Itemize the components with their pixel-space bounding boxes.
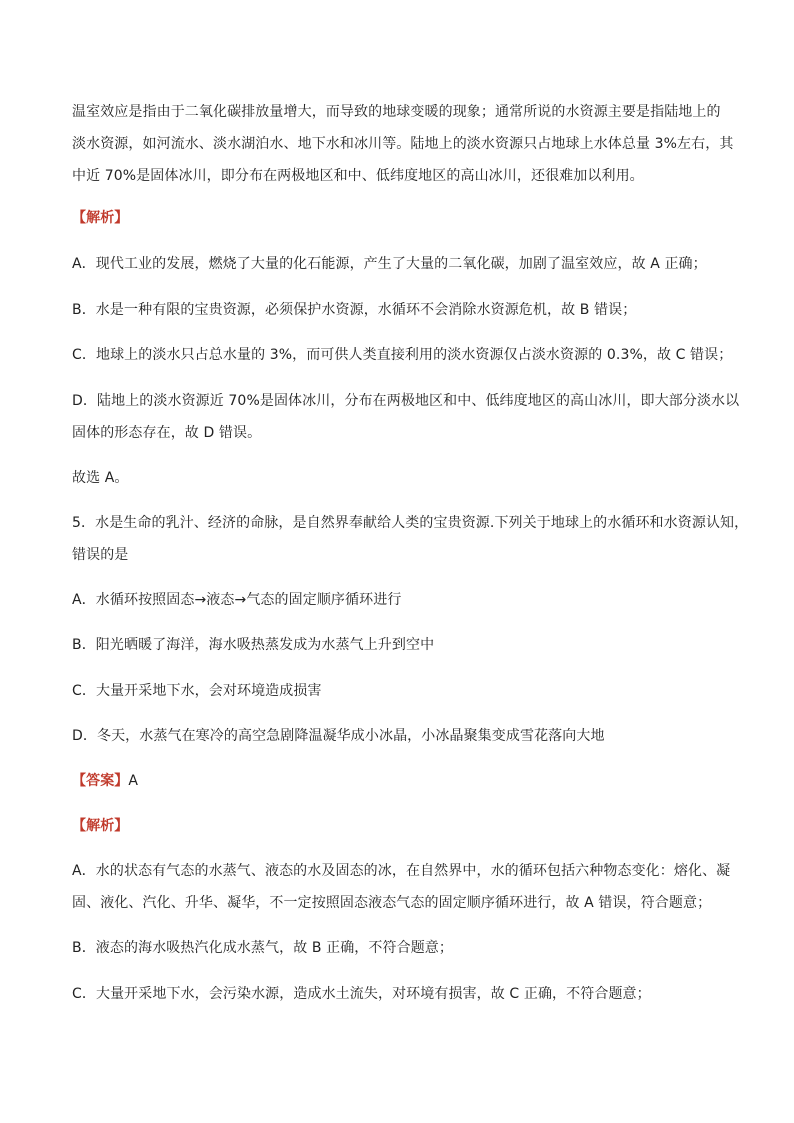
q5-option-b: B．阳光晒暖了海洋，海水吸热蒸发成为水蒸气上升到空中 [72, 637, 435, 653]
q5-analysis-tag: 【解析】 [72, 818, 129, 834]
q4-analysis-tag: 【解析】 [72, 210, 129, 226]
q5-option-d: D．冬天，水蒸气在寒冷的高空急剧降温凝华成小冰晶，小冰晶聚集变成雪花落向大地 [72, 728, 605, 744]
q5-answer-tag: 【答案】 [72, 773, 129, 789]
q4-analysis-d-line-1: D．陆地上的淡水资源近 70%是固体冰川，分布在两极地区和中、低纬度地区的高山冰川，即大部分淡水以 [72, 393, 740, 409]
q5-analysis-b: B．液态的海水吸热汽化成水蒸气，故 B 正确，不符合题意； [72, 940, 454, 956]
q5-analysis-c: C．大量开采地下水，会污染水源，造成水土流失，对环境有损害，故 C 正确，不符合题意； [72, 986, 651, 1002]
q5-option-c: C．大量开采地下水，会对环境造成损害 [72, 683, 322, 699]
intro-line-1: 温室效应是指由于二氧化碳排放量增大，而导致的地球变暖的现象；通常所说的水资源主要是指陆地上的 [72, 104, 721, 120]
q5-question-line-2: 错误的是 [72, 547, 129, 563]
q5-option-a: A．水循环按照固态→液态→气态的固定顺序循环进行 [72, 592, 402, 608]
q4-analysis-a: A．现代工业的发展，燃烧了大量的化石能源，产生了大量的二氧化碳，加剧了温室效应，故 A 正确； [72, 256, 707, 272]
intro-line-2: 淡水资源，如河流水、淡水湖泊水、地下水和冰川等。陆地上的淡水资源只占地球上水体总量 3%左右，其 [72, 136, 734, 152]
q5-analysis-a-line-2: 固、液化、汽化、升华、凝华，不一定按照固态液态气态的固定顺序循环进行，故 A 错误，符合题意； [72, 895, 712, 911]
q5-analysis-a-line-1: A．水的状态有气态的水蒸气、液态的水及固态的冰，在自然界中，水的循环包括六种物态变化：熔化、凝 [72, 863, 731, 879]
q5-question-line-1: 5．水是生命的乳汁、经济的命脉，是自然界奉献给人类的宝贵资源.下列关于地球上的水循环和水资源认知， [72, 515, 749, 531]
q5-answer [72, 771, 732, 791]
intro-line-3: 中近 70%是固体冰川，即分布在两极地区和中、低纬度地区的高山冰川，还很难加以利用。 [72, 168, 644, 184]
q4-analysis-d-line-2: 固体的形态存在，故 D 错误。 [72, 425, 262, 441]
q4-conclusion: 故选 A。 [72, 470, 129, 486]
q5-answer-value: A [128, 773, 139, 789]
q4-analysis-c: C．地球上的淡水只占总水量的 3%，而可供人类直接利用的淡水资源仅占淡水资源的 0.3%，故 C 错误； [72, 347, 733, 363]
q4-analysis-b: B．水是一种有限的宝贵资源，必须保护水资源，水循环不会消除水资源危机，故 B 错误； [72, 302, 637, 318]
